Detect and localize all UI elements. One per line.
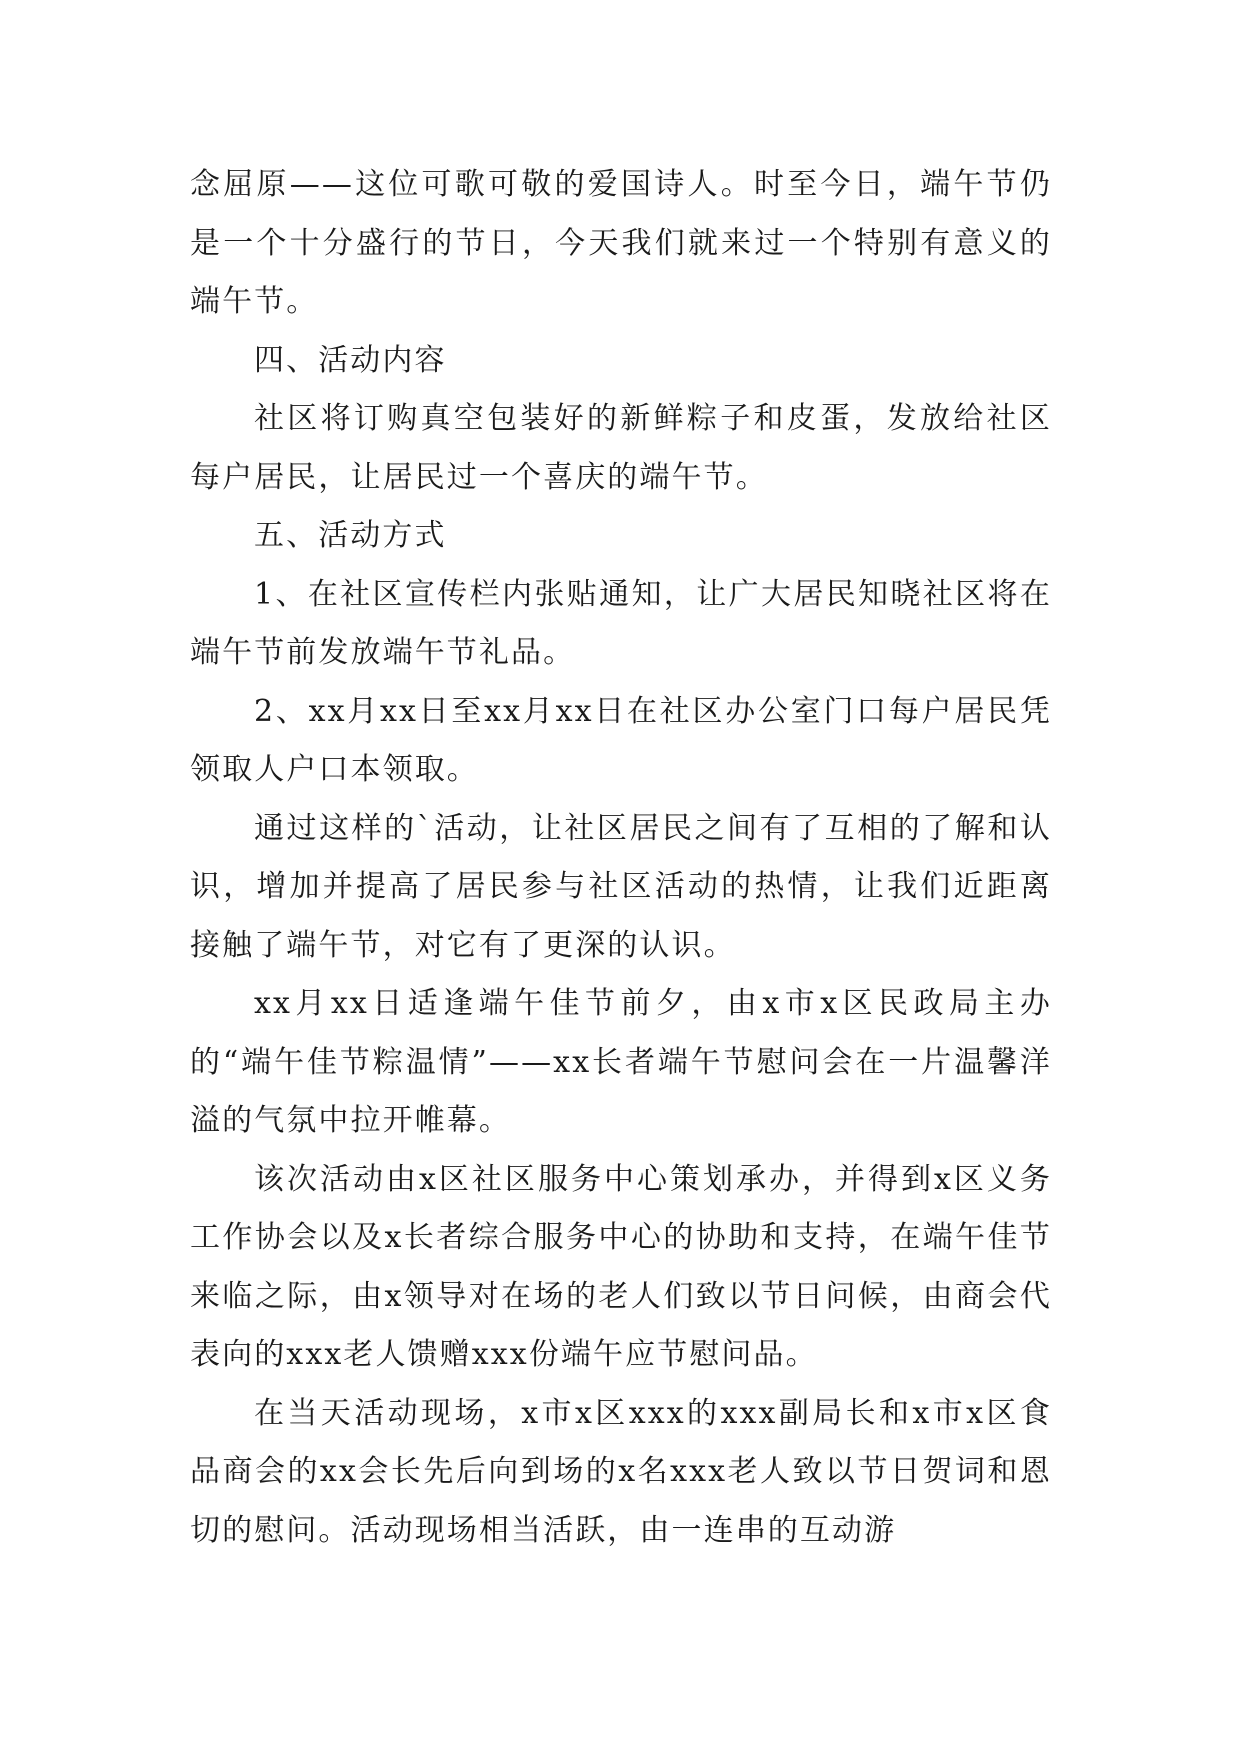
heading-activity-method: 五、活动方式 xyxy=(254,518,447,553)
paragraph-method-1: 1、在社区宣传栏内张贴通知，让广大居民知晓社区将在端午节前发放端午节礼品。 xyxy=(190,576,1052,670)
paragraph-event-organizer: 该次活动由x区社区服务中心策划承办，并得到x区义务工作协会以及x长者综合服务中心的协助和支持，在端午佳节来临之际，由x领导对在场的老人们致以节日问候，由商会代表向的xxx老人馈赠xxx份端午应节慰问品。 xyxy=(190,1161,1052,1372)
document-body xyxy=(190,156,1052,1560)
paragraph-intro-continuation: 念屈原——这位可歌可敬的爱国诗人。时至今日，端午节仍是一个十分盛行的节日，今天我们就来过一个特别有意义的端午节。 xyxy=(190,167,1052,319)
paragraph-summary: 通过这样的`活动，让社区居民之间有了互相的了解和认识，增加并提高了居民参与社区活动的热情，让我们近距离接触了端午节，对它有了更深的认识。 xyxy=(190,810,1052,963)
paragraph-event-scene: 在当天活动现场，x市x区xxx的xxx副局长和x市x区食品商会的xx会长先后向到场的x名xxx老人致以节日贺词和恩切的慰问。活动现场相当活跃，由一连串的互动游 xyxy=(190,1395,1052,1548)
paragraph-activity-content: 社区将订购真空包装好的新鲜粽子和皮蛋，发放给社区每户居民，让居民过一个喜庆的端午节。 xyxy=(190,401,1052,495)
heading-activity-content: 四、活动内容 xyxy=(254,342,447,378)
paragraph-method-2: 2、xx月xx日至xx月xx日在社区办公室门口每户居民凭领取人户口本领取。 xyxy=(190,693,1052,787)
paragraph-event-opening: xx月xx日适逢端午佳节前夕，由x市x区民政局主办的“端午佳节粽温情”——xx长者端午节慰问会在一片温馨洋溢的气氛中拉开帷幕。 xyxy=(190,986,1052,1138)
